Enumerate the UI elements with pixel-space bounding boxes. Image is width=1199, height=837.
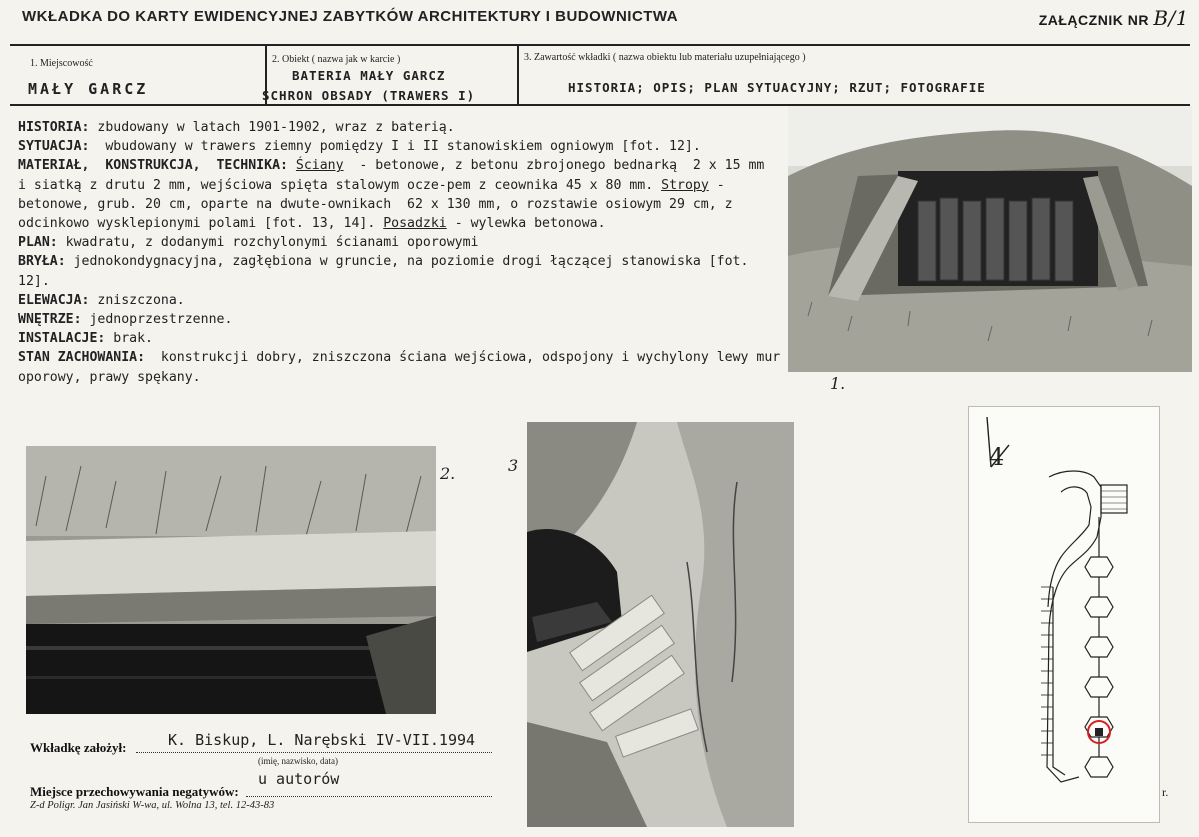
object-value-line2: SCHRON OBSADY (TRAWERS I) <box>262 88 476 103</box>
description-block <box>18 118 788 387</box>
plan-text: kwadratu, z dodanymi rozchylonymi ścianami oporowymi <box>57 235 479 251</box>
bryla-label: BRYŁA: <box>18 254 66 270</box>
document-title: WKŁADKA DO KARTY EWIDENCYJNEJ ZABYTKÓW ARCHITEKTURY I BUDOWNICTWA <box>22 8 679 25</box>
printer-imprint: Z-d Poligr. Jan Jasiński W-wa, ul. Wolna 13, tel. 12-43-83 <box>30 800 275 811</box>
wnetrze-label: WNĘTRZE: <box>18 312 82 328</box>
annex-label: ZAŁĄCZNIK NR <box>1038 12 1149 28</box>
founder-hint: (imię, nazwisko, data) <box>258 756 338 766</box>
wnetrze-text: jednoprzestrzenne. <box>81 312 233 328</box>
sciany-text: - betonowe, z betonu zbrojonego bednarką 2 x 15 mm i siatką z drutu 2 mm, wejściowa spięta stalowym ocze-pem z ceownika 45 x 80 mm. <box>18 158 781 193</box>
photo-2-roof-slab <box>26 446 436 714</box>
elewacja-label: ELEWACJA: <box>18 292 90 308</box>
sytuacja-text: wbudowany w trawers ziemny pomiędzy I i II stanowiskiem ogniowym [fot. 12]. <box>89 139 701 155</box>
posadzki-label: Posadzki <box>383 216 447 232</box>
historia-text: zbudowany w latach 1901-1902, wraz z baterią. <box>89 120 455 135</box>
stan-text: konstrukcji dobry, zniszczona ściana wejściowa, odspojony i wychylony lewy mur oporowy, prawy spękany. <box>18 350 789 385</box>
sytuacja-label: SYTUACJA: <box>18 139 90 155</box>
content-label: 3. Zawartość wkładki ( nazwa obiektu lub materiału uzupełniającego ) <box>524 52 806 63</box>
north-mark: 4 <box>989 443 1005 471</box>
header-rule <box>10 44 1190 46</box>
historia-label: HISTORIA: <box>18 120 90 135</box>
plan-label: PLAN: <box>18 235 58 251</box>
plan-margin-note: r. <box>1162 785 1169 799</box>
bryla-text: jednokondygnacyjna, zagłębiona w gruncie, na poziomie drogi łączącej stanowiska [fot. 12]. <box>18 254 757 289</box>
elewacja-text: zniszczona. <box>89 292 185 308</box>
instalacje-label: INSTALACJE: <box>18 331 106 347</box>
founder-value: K. Biskup, L. Narębski IV-VII.1994 <box>168 731 476 749</box>
photo-3-cracked-wall <box>527 422 794 827</box>
site-plan-drawing <box>968 406 1160 823</box>
stan-label: STAN ZACHOWANIA: <box>18 350 146 366</box>
field-divider-2 <box>517 45 519 105</box>
posadzki-text: - wylewka betonowa. <box>446 216 606 232</box>
object-label: 2. Obiekt ( nazwa jak w karcie ) <box>272 54 401 65</box>
stropy-text: - betonowe, grub. 20 cm, oparte na dwute-ownikach 62 x 130 mm, o rozstawie osiowym 29 cm, z odcinkowo wysklepionymi polami [fot. 13, 14]. <box>18 177 741 232</box>
photo-1-caption: 1. <box>830 374 846 393</box>
stropy-label: Stropy <box>661 177 709 193</box>
locality-label: 1. Miejscowość <box>30 58 93 69</box>
photo-3-caption: 3 <box>508 456 519 475</box>
founder-label: Wkładkę założył: <box>30 740 127 755</box>
photo-2-caption: 2. <box>440 464 456 483</box>
content-value: HISTORIA; OPIS; PLAN SYTUACYJNY; RZUT; FOTOGRAFIE <box>568 80 986 95</box>
locality-value: MAŁY GARCZ <box>28 80 149 98</box>
annex-number <box>1039 6 1189 30</box>
storage-label: Miejsce przechowywania negatywów: <box>30 784 239 799</box>
storage-value: u autorów <box>258 770 340 788</box>
sciany-label: Ściany <box>295 158 344 174</box>
annex-value: B/1 <box>1153 6 1189 30</box>
object-value-line1: BATERIA MAŁY GARCZ <box>292 68 446 83</box>
founder-dotted-line <box>136 752 492 753</box>
storage-dotted-line <box>246 796 492 797</box>
instalacje-text: brak. <box>105 331 153 347</box>
material-label: MATERIAŁ, KONSTRUKCJA, TECHNIKA: <box>18 158 288 174</box>
photo-1-bunker-entrance <box>788 106 1192 372</box>
